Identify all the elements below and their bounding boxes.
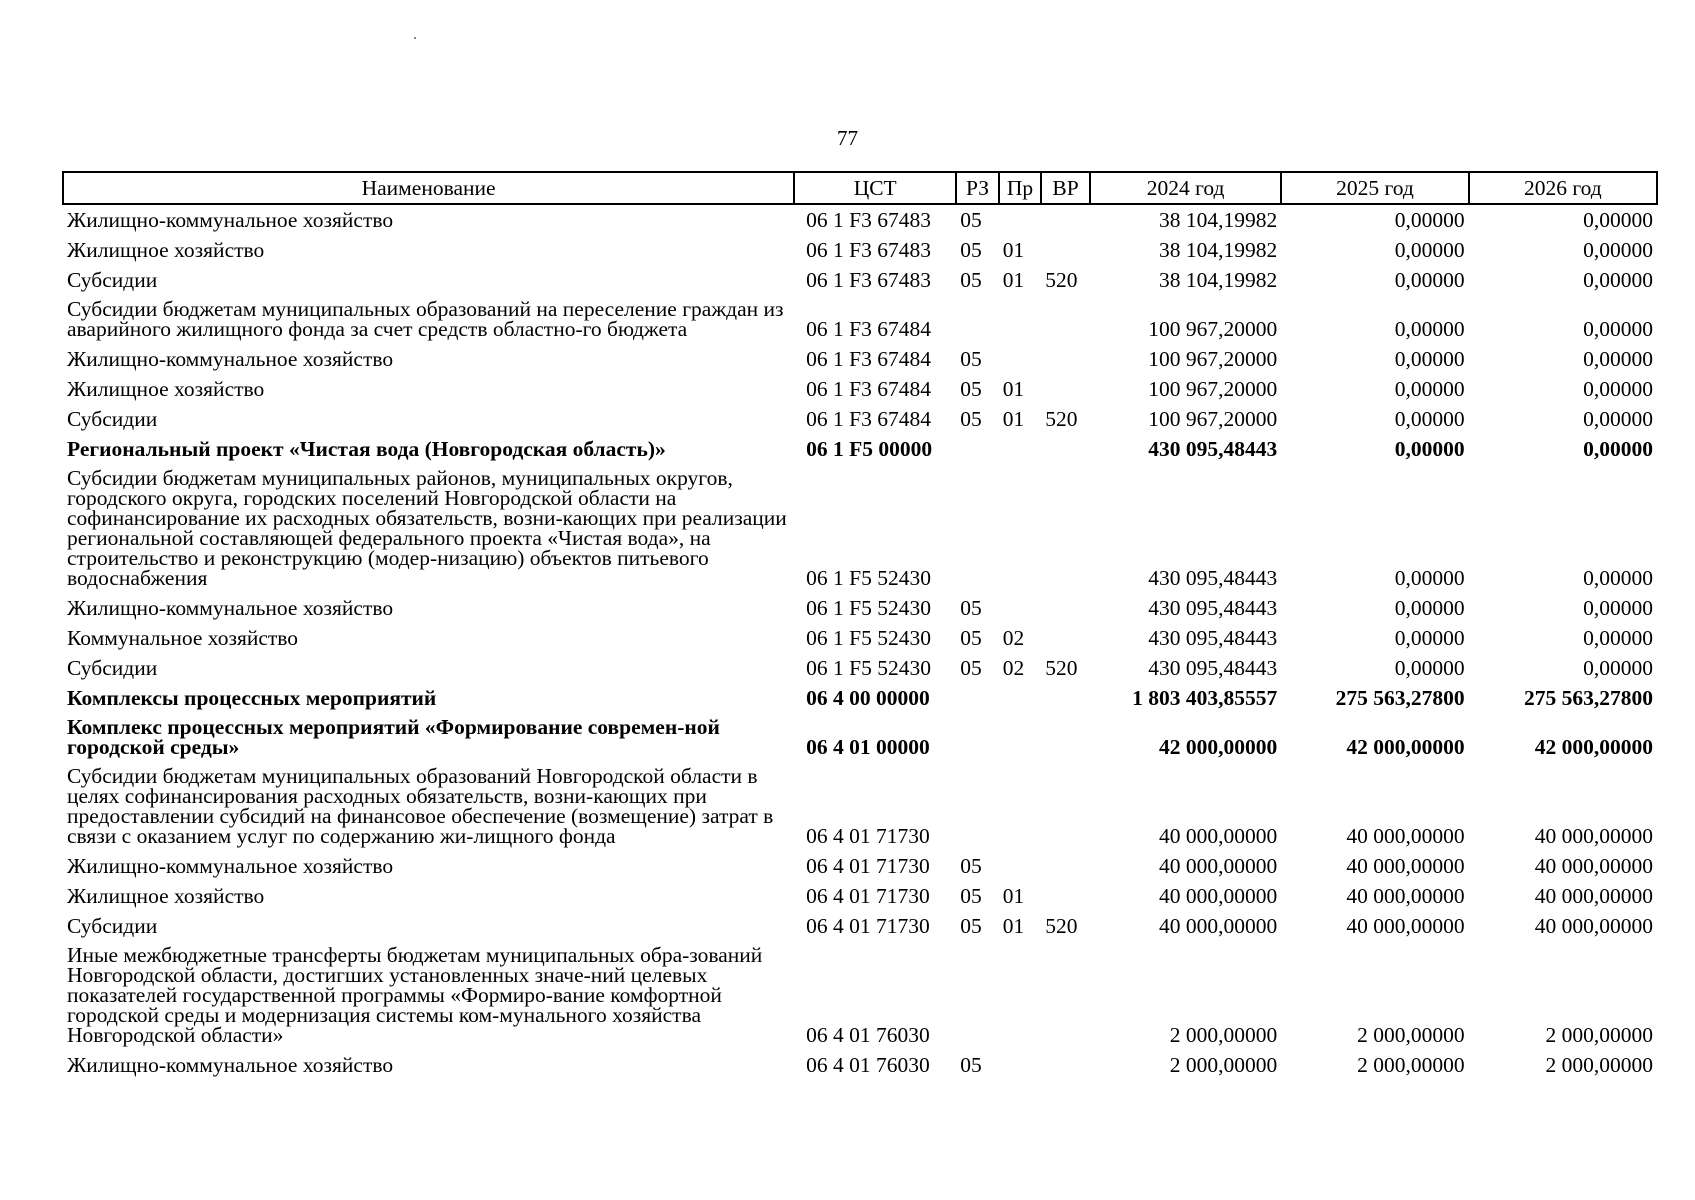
cell-cst: 06 1 F3 67483 <box>806 268 932 292</box>
cell-rz <box>956 941 999 1050</box>
cell-pr <box>999 941 1042 1050</box>
cell-pr <box>999 851 1042 881</box>
cell-rz: 05 <box>960 407 982 431</box>
cell-y2024: 1 803 403,85557 <box>1132 686 1278 710</box>
cell-y2025: 0,00000 <box>1394 208 1465 232</box>
cell-y2026: 0,00000 <box>1583 347 1653 371</box>
cell-y2024: 40 000,00000 <box>1159 854 1278 878</box>
cell-y2026: 0,00000 <box>1583 407 1653 431</box>
cell-cst: 06 1 F5 52430 <box>806 656 932 680</box>
cell-name: Субсидии <box>67 914 158 938</box>
table-row <box>63 713 1657 762</box>
cell-pr: 01 <box>1002 377 1025 401</box>
cell-cst: 06 1 F3 67484 <box>806 347 932 371</box>
table-header-row <box>63 172 1657 204</box>
cell-y2025: 275 563,27800 <box>1335 686 1465 710</box>
cell-rz: 05 <box>960 268 982 292</box>
cell-y2026: 0,00000 <box>1583 377 1653 401</box>
cell-name: Жилищное хозяйство <box>67 884 265 908</box>
header-cst: ЦСТ <box>794 172 956 204</box>
cell-vr <box>1041 881 1090 911</box>
cell-vr <box>1041 762 1090 851</box>
cell-name: Комплекс процессных мероприятий «Формирование современ-ной городской среды» <box>67 715 720 759</box>
table-row <box>63 593 1657 623</box>
cell-y2025: 0,00000 <box>1394 377 1465 401</box>
table-row <box>63 344 1657 374</box>
cell-y2025: 0,00000 <box>1394 626 1465 650</box>
cell-y2026: 0,00000 <box>1583 317 1653 341</box>
cell-cst: 06 4 01 71730 <box>806 884 930 908</box>
cell-y2026: 0,00000 <box>1583 268 1653 292</box>
cell-name: Субсидии <box>67 407 158 431</box>
header-pr: Пр <box>999 172 1042 204</box>
cell-vr <box>1041 851 1090 881</box>
cell-y2025: 40 000,00000 <box>1346 824 1465 848</box>
cell-pr <box>999 593 1042 623</box>
cell-vr <box>1041 1050 1090 1080</box>
cell-cst: 06 1 F5 52430 <box>806 626 932 650</box>
cell-pr: 01 <box>1002 884 1025 908</box>
cell-name: Жилищное хозяйство <box>67 377 265 401</box>
cell-name: Жилищно-коммунальное хозяйство <box>67 347 394 371</box>
cell-rz <box>956 434 999 464</box>
cell-rz: 05 <box>960 238 982 262</box>
cell-vr <box>1041 204 1090 235</box>
cell-y2026: 2 000,00000 <box>1545 1023 1653 1047</box>
cell-cst: 06 1 F5 52430 <box>806 566 932 590</box>
cell-vr <box>1041 623 1090 653</box>
cell-pr <box>999 204 1042 235</box>
table-row <box>63 881 1657 911</box>
table-row <box>63 762 1657 851</box>
table-row <box>63 204 1657 235</box>
cell-y2025: 2 000,00000 <box>1357 1023 1465 1047</box>
cell-y2024: 430 095,48443 <box>1148 437 1278 461</box>
cell-pr <box>999 464 1042 593</box>
cell-y2025: 0,00000 <box>1394 596 1465 620</box>
cell-pr <box>999 683 1042 713</box>
cell-name: Субсидии бюджетам муниципальных районов, муниципальных округов, городского округа, городских поселений Новгородской области на софинансирование их расходных обязательств, возни-кающих при реализации региональной составляющей федерального проекта «Чистая вода», на строительство и реконструкцию (модер-низацию) объектов питьевого водоснабжения <box>67 466 787 590</box>
header-vr: ВР <box>1041 172 1090 204</box>
cell-cst: 06 4 01 76030 <box>806 1023 930 1047</box>
table-row <box>63 941 1657 1050</box>
cell-rz: 05 <box>960 208 982 232</box>
cell-pr: 01 <box>1002 238 1025 262</box>
cell-y2024: 100 967,20000 <box>1148 377 1278 401</box>
cell-rz: 05 <box>960 884 982 908</box>
cell-y2026: 0,00000 <box>1583 566 1653 590</box>
cell-y2026: 40 000,00000 <box>1534 914 1653 938</box>
cell-rz <box>956 683 999 713</box>
cell-y2025: 40 000,00000 <box>1346 854 1465 878</box>
cell-y2025: 0,00000 <box>1394 656 1465 680</box>
cell-name: Жилищное хозяйство <box>67 238 265 262</box>
cell-y2025: 0,00000 <box>1394 407 1465 431</box>
cell-name: Комплексы процессных мероприятий <box>67 686 437 710</box>
table-row <box>63 653 1657 683</box>
cell-y2024: 40 000,00000 <box>1159 824 1278 848</box>
cell-y2026: 0,00000 <box>1583 437 1653 461</box>
cell-y2024: 430 095,48443 <box>1148 596 1278 620</box>
table-row <box>63 434 1657 464</box>
cell-rz: 05 <box>960 377 982 401</box>
cell-y2026: 2 000,00000 <box>1545 1053 1653 1077</box>
cell-pr <box>999 434 1042 464</box>
cell-cst: 06 4 01 76030 <box>806 1053 930 1077</box>
cell-name: Жилищно-коммунальное хозяйство <box>67 1053 394 1077</box>
cell-y2025: 2 000,00000 <box>1357 1053 1465 1077</box>
cell-name: Субсидии бюджетам муниципальных образований на переселение граждан из аварийного жилищного фонда за счет средств областно-го бюджета <box>67 297 784 341</box>
cell-cst: 06 4 01 71730 <box>806 854 930 878</box>
cell-rz: 05 <box>960 656 982 680</box>
header-name: Наименование <box>63 172 794 204</box>
cell-pr: 01 <box>1002 407 1025 431</box>
cell-rz: 05 <box>960 1053 982 1077</box>
cell-y2026: 0,00000 <box>1583 656 1653 680</box>
cell-y2026: 40 000,00000 <box>1534 854 1653 878</box>
cell-y2024: 38 104,19982 <box>1159 268 1278 292</box>
table-row <box>63 911 1657 941</box>
cell-rz: 05 <box>960 347 982 371</box>
cell-vr <box>1041 464 1090 593</box>
table-row <box>63 295 1657 344</box>
header-2026: 2026 год <box>1469 172 1657 204</box>
cell-pr: 01 <box>1002 914 1025 938</box>
cell-y2026: 275 563,27800 <box>1524 686 1653 710</box>
cell-pr: 02 <box>1002 626 1025 650</box>
cell-cst: 06 4 01 71730 <box>806 824 930 848</box>
cell-y2024: 430 095,48443 <box>1148 566 1278 590</box>
cell-y2025: 40 000,00000 <box>1346 914 1465 938</box>
cell-y2024: 430 095,48443 <box>1148 626 1278 650</box>
table-row <box>63 623 1657 653</box>
cell-name: Коммунальное хозяйство <box>67 626 299 650</box>
table-row <box>63 1050 1657 1080</box>
cell-rz <box>956 464 999 593</box>
cell-vr: 520 <box>1045 407 1078 431</box>
cell-y2024: 2 000,00000 <box>1169 1053 1278 1077</box>
cell-name: Субсидии <box>67 268 158 292</box>
cell-y2024: 42 000,00000 <box>1159 735 1278 759</box>
header-2025: 2025 год <box>1281 172 1468 204</box>
cell-y2025: 0,00000 <box>1394 268 1465 292</box>
cell-vr <box>1041 683 1090 713</box>
table-row <box>63 464 1657 593</box>
cell-y2024: 100 967,20000 <box>1148 317 1278 341</box>
cell-y2026: 40 000,00000 <box>1534 824 1653 848</box>
cell-cst: 06 1 F3 67484 <box>806 377 932 401</box>
cell-y2025: 42 000,00000 <box>1346 735 1465 759</box>
cell-rz <box>956 713 999 762</box>
cell-y2026: 0,00000 <box>1583 208 1653 232</box>
cell-y2024: 38 104,19982 <box>1159 238 1278 262</box>
cell-pr: 01 <box>1002 268 1025 292</box>
cell-y2026: 0,00000 <box>1583 596 1653 620</box>
scan-speck <box>414 37 416 39</box>
cell-pr <box>999 344 1042 374</box>
cell-name: Иные межбюджетные трансферты бюджетам муниципальных обра-зований Новгородской области, достигших установленных значе-ний целевых показателей государственной программы «Формиро-вание комфортной городской среды и модернизация системы ком-мунального хозяйства Новгородской области» <box>67 943 763 1047</box>
cell-pr <box>999 1050 1042 1080</box>
cell-y2026: 0,00000 <box>1583 626 1653 650</box>
cell-rz <box>956 295 999 344</box>
cell-rz <box>956 762 999 851</box>
table-row <box>63 851 1657 881</box>
cell-vr: 520 <box>1045 656 1078 680</box>
cell-cst: 06 4 01 00000 <box>806 735 930 759</box>
cell-y2025: 0,00000 <box>1394 347 1465 371</box>
cell-cst: 06 1 F3 67483 <box>806 208 932 232</box>
header-rz: РЗ <box>956 172 999 204</box>
cell-name: Субсидии <box>67 656 158 680</box>
cell-pr <box>999 295 1042 344</box>
cell-y2025: 0,00000 <box>1394 238 1465 262</box>
cell-vr <box>1041 295 1090 344</box>
cell-cst: 06 4 01 71730 <box>806 914 930 938</box>
cell-y2024: 38 104,19982 <box>1159 208 1278 232</box>
cell-name: Региональный проект «Чистая вода (Новгородская область)» <box>67 437 666 461</box>
cell-vr <box>1041 374 1090 404</box>
cell-rz: 05 <box>960 626 982 650</box>
cell-y2025: 0,00000 <box>1394 437 1465 461</box>
cell-name: Жилищно-коммунальное хозяйство <box>67 854 394 878</box>
table-row <box>63 235 1657 265</box>
cell-vr: 520 <box>1045 268 1078 292</box>
cell-pr <box>999 762 1042 851</box>
cell-rz: 05 <box>960 914 982 938</box>
cell-vr <box>1041 941 1090 1050</box>
cell-y2024: 40 000,00000 <box>1159 884 1278 908</box>
cell-y2026: 0,00000 <box>1583 238 1653 262</box>
header-2024: 2024 год <box>1090 172 1281 204</box>
cell-y2024: 100 967,20000 <box>1148 347 1278 371</box>
cell-cst: 06 1 F5 52430 <box>806 596 932 620</box>
cell-y2024: 2 000,00000 <box>1169 1023 1278 1047</box>
budget-table <box>62 171 1658 1080</box>
cell-vr <box>1041 344 1090 374</box>
table-body <box>63 204 1657 1080</box>
cell-y2025: 0,00000 <box>1394 566 1465 590</box>
cell-rz: 05 <box>960 596 982 620</box>
cell-cst: 06 1 F3 67483 <box>806 238 932 262</box>
cell-y2025: 40 000,00000 <box>1346 884 1465 908</box>
cell-cst: 06 1 F3 67484 <box>806 407 932 431</box>
cell-pr: 02 <box>1002 656 1025 680</box>
cell-vr <box>1041 713 1090 762</box>
cell-vr: 520 <box>1045 914 1078 938</box>
cell-vr <box>1041 434 1090 464</box>
cell-vr <box>1041 235 1090 265</box>
cell-y2025: 0,00000 <box>1394 317 1465 341</box>
cell-y2024: 100 967,20000 <box>1148 407 1278 431</box>
cell-vr <box>1041 593 1090 623</box>
table-row <box>63 265 1657 295</box>
cell-name: Жилищно-коммунальное хозяйство <box>67 596 394 620</box>
cell-cst: 06 1 F5 00000 <box>806 437 933 461</box>
cell-y2026: 40 000,00000 <box>1534 884 1653 908</box>
cell-y2024: 430 095,48443 <box>1148 656 1278 680</box>
cell-pr <box>999 713 1042 762</box>
cell-cst: 06 1 F3 67484 <box>806 317 932 341</box>
table-row <box>63 683 1657 713</box>
cell-name: Жилищно-коммунальное хозяйство <box>67 208 394 232</box>
cell-y2026: 42 000,00000 <box>1534 735 1653 759</box>
cell-cst: 06 4 00 00000 <box>806 686 930 710</box>
table-row <box>63 404 1657 434</box>
cell-rz: 05 <box>960 854 982 878</box>
cell-name: Субсидии бюджетам муниципальных образований Новгородской области в целях софинансирования расходных обязательств, возни-кающих при предоставлении субсидий на финансовое обеспечение (возмещение) затрат в связи с оказанием услуг по содержанию жи-лищного фонда <box>67 764 774 848</box>
cell-y2024: 40 000,00000 <box>1159 914 1278 938</box>
page-number: 77 <box>837 126 858 150</box>
table-row <box>63 374 1657 404</box>
